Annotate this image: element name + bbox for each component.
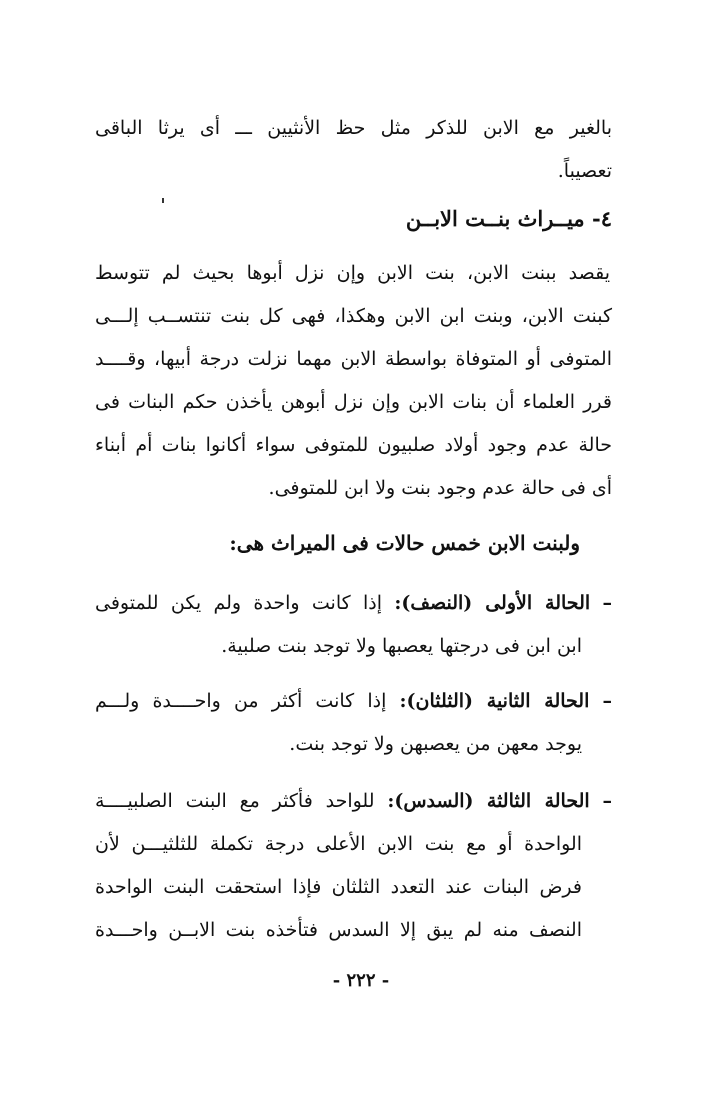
case-3-line-2: الواحدة أو مع بنت الابن الأعلى درجة تكملة للثلثيـــن لأن bbox=[95, 833, 582, 855]
text-line-2: تعصيباً. bbox=[557, 160, 612, 182]
case-3-text: للواحد فأكثر مع البنت الصلبيــــة bbox=[95, 790, 388, 812]
paragraph-line-4: قرر العلماء أن بنات الابن وإن نزل أبوهن يأخذن حكم البنات فى bbox=[95, 391, 612, 413]
case-1-line-1 bbox=[95, 590, 612, 616]
case-1-title: الحالة الأولى (النصف): bbox=[394, 592, 591, 614]
page-number: - ٢٢٢ - bbox=[332, 970, 390, 991]
scan-speck bbox=[162, 198, 164, 203]
case-3-title: الحالة الثالثة (السدس): bbox=[387, 790, 590, 812]
paragraph-line-6: أى فى حالة عدم وجود بنت ولا ابن للمتوفى. bbox=[268, 477, 612, 499]
case-1-text: إذا كانت واحدة ولم يكن للمتوفى bbox=[95, 592, 395, 614]
case-2-dash: – bbox=[602, 690, 612, 712]
text-line-1: بالغير مع الابن للذكر مثل حظ الأنثيين ـــ أى يرثا الباقى bbox=[95, 117, 612, 139]
case-3-line-3: فرض البنات عند التعدد الثلثان فإذا استحقت البنت الواحدة bbox=[95, 876, 582, 898]
section-heading: ٤- ميــراث بنــت الابــن bbox=[405, 206, 612, 231]
case-2-line-2: يوجد معهن من يعصبهن ولا توجد بنت. bbox=[289, 733, 582, 755]
case-3-line-1 bbox=[95, 788, 612, 814]
paragraph-line-5: حالة عدم وجود أولاد صلبيون للمتوفى سواء أكانوا بنات أم أبناء bbox=[95, 434, 612, 456]
case-2-text: إذا كانت أكثر من واحــــدة ولـــم bbox=[95, 690, 400, 712]
case-1-dash: – bbox=[602, 592, 612, 614]
paragraph-line-1: يقصد ببنت الابن، بنت الابن وإن نزل أبوها بحيث لم تتوسط bbox=[95, 262, 610, 284]
case-2-title: الحالة الثانية (الثلثان): bbox=[399, 690, 590, 712]
case-2-line-1 bbox=[95, 688, 612, 714]
paragraph-line-2: كبنت الابن، وبنت ابن الابن وهكذا، فهى كل بنت تنتســب إلـــى bbox=[95, 305, 612, 327]
cases-subheading: ولبنت الابن خمس حالات فى الميراث هى: bbox=[229, 531, 580, 555]
case-3-line-4: النصف منه لم يبق إلا السدس فتأخذه بنت الابــن واحـــدة bbox=[95, 919, 582, 941]
paragraph-line-3: المتوفى أو المتوفاة بواسطة الابن مهما نزلت درجة أبيها، وقــــد bbox=[95, 348, 612, 370]
case-3-dash: – bbox=[602, 790, 612, 812]
case-1-line-2: ابن ابن فى درجتها يعصبها ولا توجد بنت صلبية. bbox=[221, 635, 582, 657]
